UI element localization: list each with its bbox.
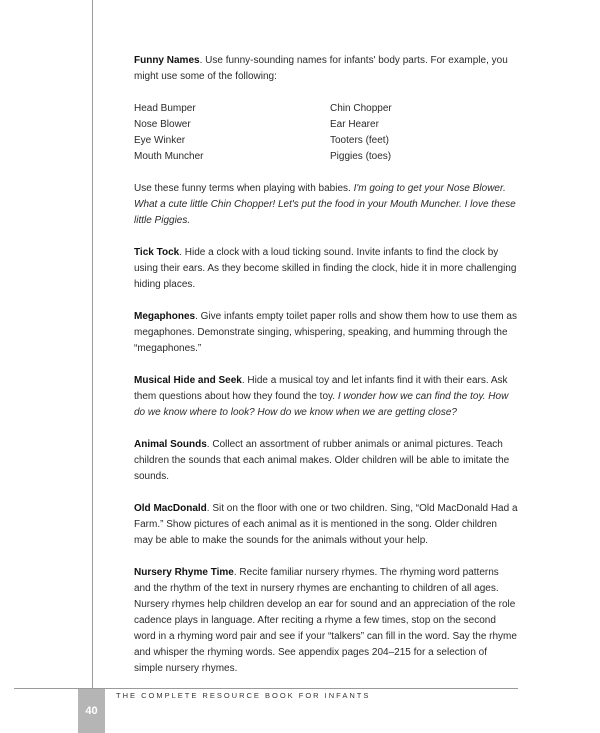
text-megaphones: . Give infants empty toilet paper rolls and show them how to use them as megaphones. Demonstrate singing, whispering, speaking, and humming through the “megaphones.”	[134, 311, 517, 354]
running-footer-title: THE COMPLETE RESOURCE BOOK FOR INFANTS	[116, 691, 371, 700]
page-number: 40	[85, 705, 98, 717]
term-nursery-rhyme: Nursery Rhyme Time	[134, 567, 234, 578]
funny-names-list	[134, 101, 518, 165]
term-old-macdonald: Old MacDonald	[134, 503, 207, 514]
vertical-rule	[92, 0, 93, 688]
paragraph-musical-hide	[134, 373, 518, 421]
italic-funny-usage: I'm going to get your Nose Blower. What a cute little Chin Chopper! Let's put the food in your Mouth Muncher. I love these little Piggies.	[134, 183, 516, 226]
name-item: Nose Blower	[134, 119, 191, 130]
paragraph-animal-sounds	[134, 437, 518, 485]
term-tick-tock: Tick Tock	[134, 247, 180, 258]
text-musical-hide: . Hide a musical toy and let infants find it with their ears. Ask them questions about how they found the toy.	[134, 375, 508, 402]
italic-musical-hide: I wonder how we can find the toy. How do we know where to look? How do we know when we are getting close?	[134, 391, 509, 418]
paragraph-funny-names	[134, 53, 518, 85]
text-funny-names: . Use funny-sounding names for infants' body parts. For example, you might use some of the following:	[134, 55, 508, 82]
name-item: Eye Winker	[134, 135, 186, 146]
paragraph-funny-usage	[134, 181, 518, 229]
text-nursery-rhyme: . Recite familiar nursery rhymes. The rhyming word patterns and the rhythm of the text in nursery rhymes are enchanting to children of all ages. Nursery rhymes help children develop an ear for sound and an appreciation of the role cadence plays in language. After reciting a rhyme a few times, stop on the second word in a rhyming word pair and see if your “talkers” can fill in the word. Say the rhyme and whisper the rhyming words. See appendix pages 204–215 for a selection of simple nursery rhymes.	[134, 567, 517, 674]
name-item: Ear Hearer	[330, 119, 379, 130]
paragraph-old-macdonald	[134, 501, 518, 549]
term-animal-sounds: Animal Sounds	[134, 439, 207, 450]
name-item: Piggies (toes)	[330, 151, 392, 162]
text-tick-tock: . Hide a clock with a loud ticking sound. Invite infants to find the clock by using their ears. As they become skilled in finding the clock, hide it in more challenging hiding places.	[134, 247, 517, 290]
page-body	[134, 53, 518, 693]
term-funny-names: Funny Names	[134, 55, 200, 66]
text-funny-usage: Use these funny terms when playing with babies.	[134, 183, 354, 194]
name-item: Head Bumper	[134, 103, 196, 114]
name-item: Tooters (feet)	[330, 135, 389, 146]
paragraph-tick-tock	[134, 245, 518, 293]
page-number-badge	[78, 689, 105, 733]
name-item: Chin Chopper	[330, 103, 392, 114]
paragraph-nursery-rhyme	[134, 565, 518, 677]
term-musical-hide: Musical Hide and Seek	[134, 375, 242, 386]
text-animal-sounds: . Collect an assortment of rubber animals or animal pictures. Teach children the sounds that each animal makes. Older children will be able to imitate the sounds.	[134, 439, 510, 482]
paragraph-megaphones	[134, 309, 518, 357]
term-megaphones: Megaphones	[134, 311, 196, 322]
text-old-macdonald: . Sit on the floor with one or two children. Sing, “Old MacDonald Had a Farm.” Show pictures of each animal as it is mentioned in the song. Older children may be able to make the sounds for the animals without your help.	[134, 503, 518, 546]
name-item: Mouth Muncher	[134, 151, 204, 162]
